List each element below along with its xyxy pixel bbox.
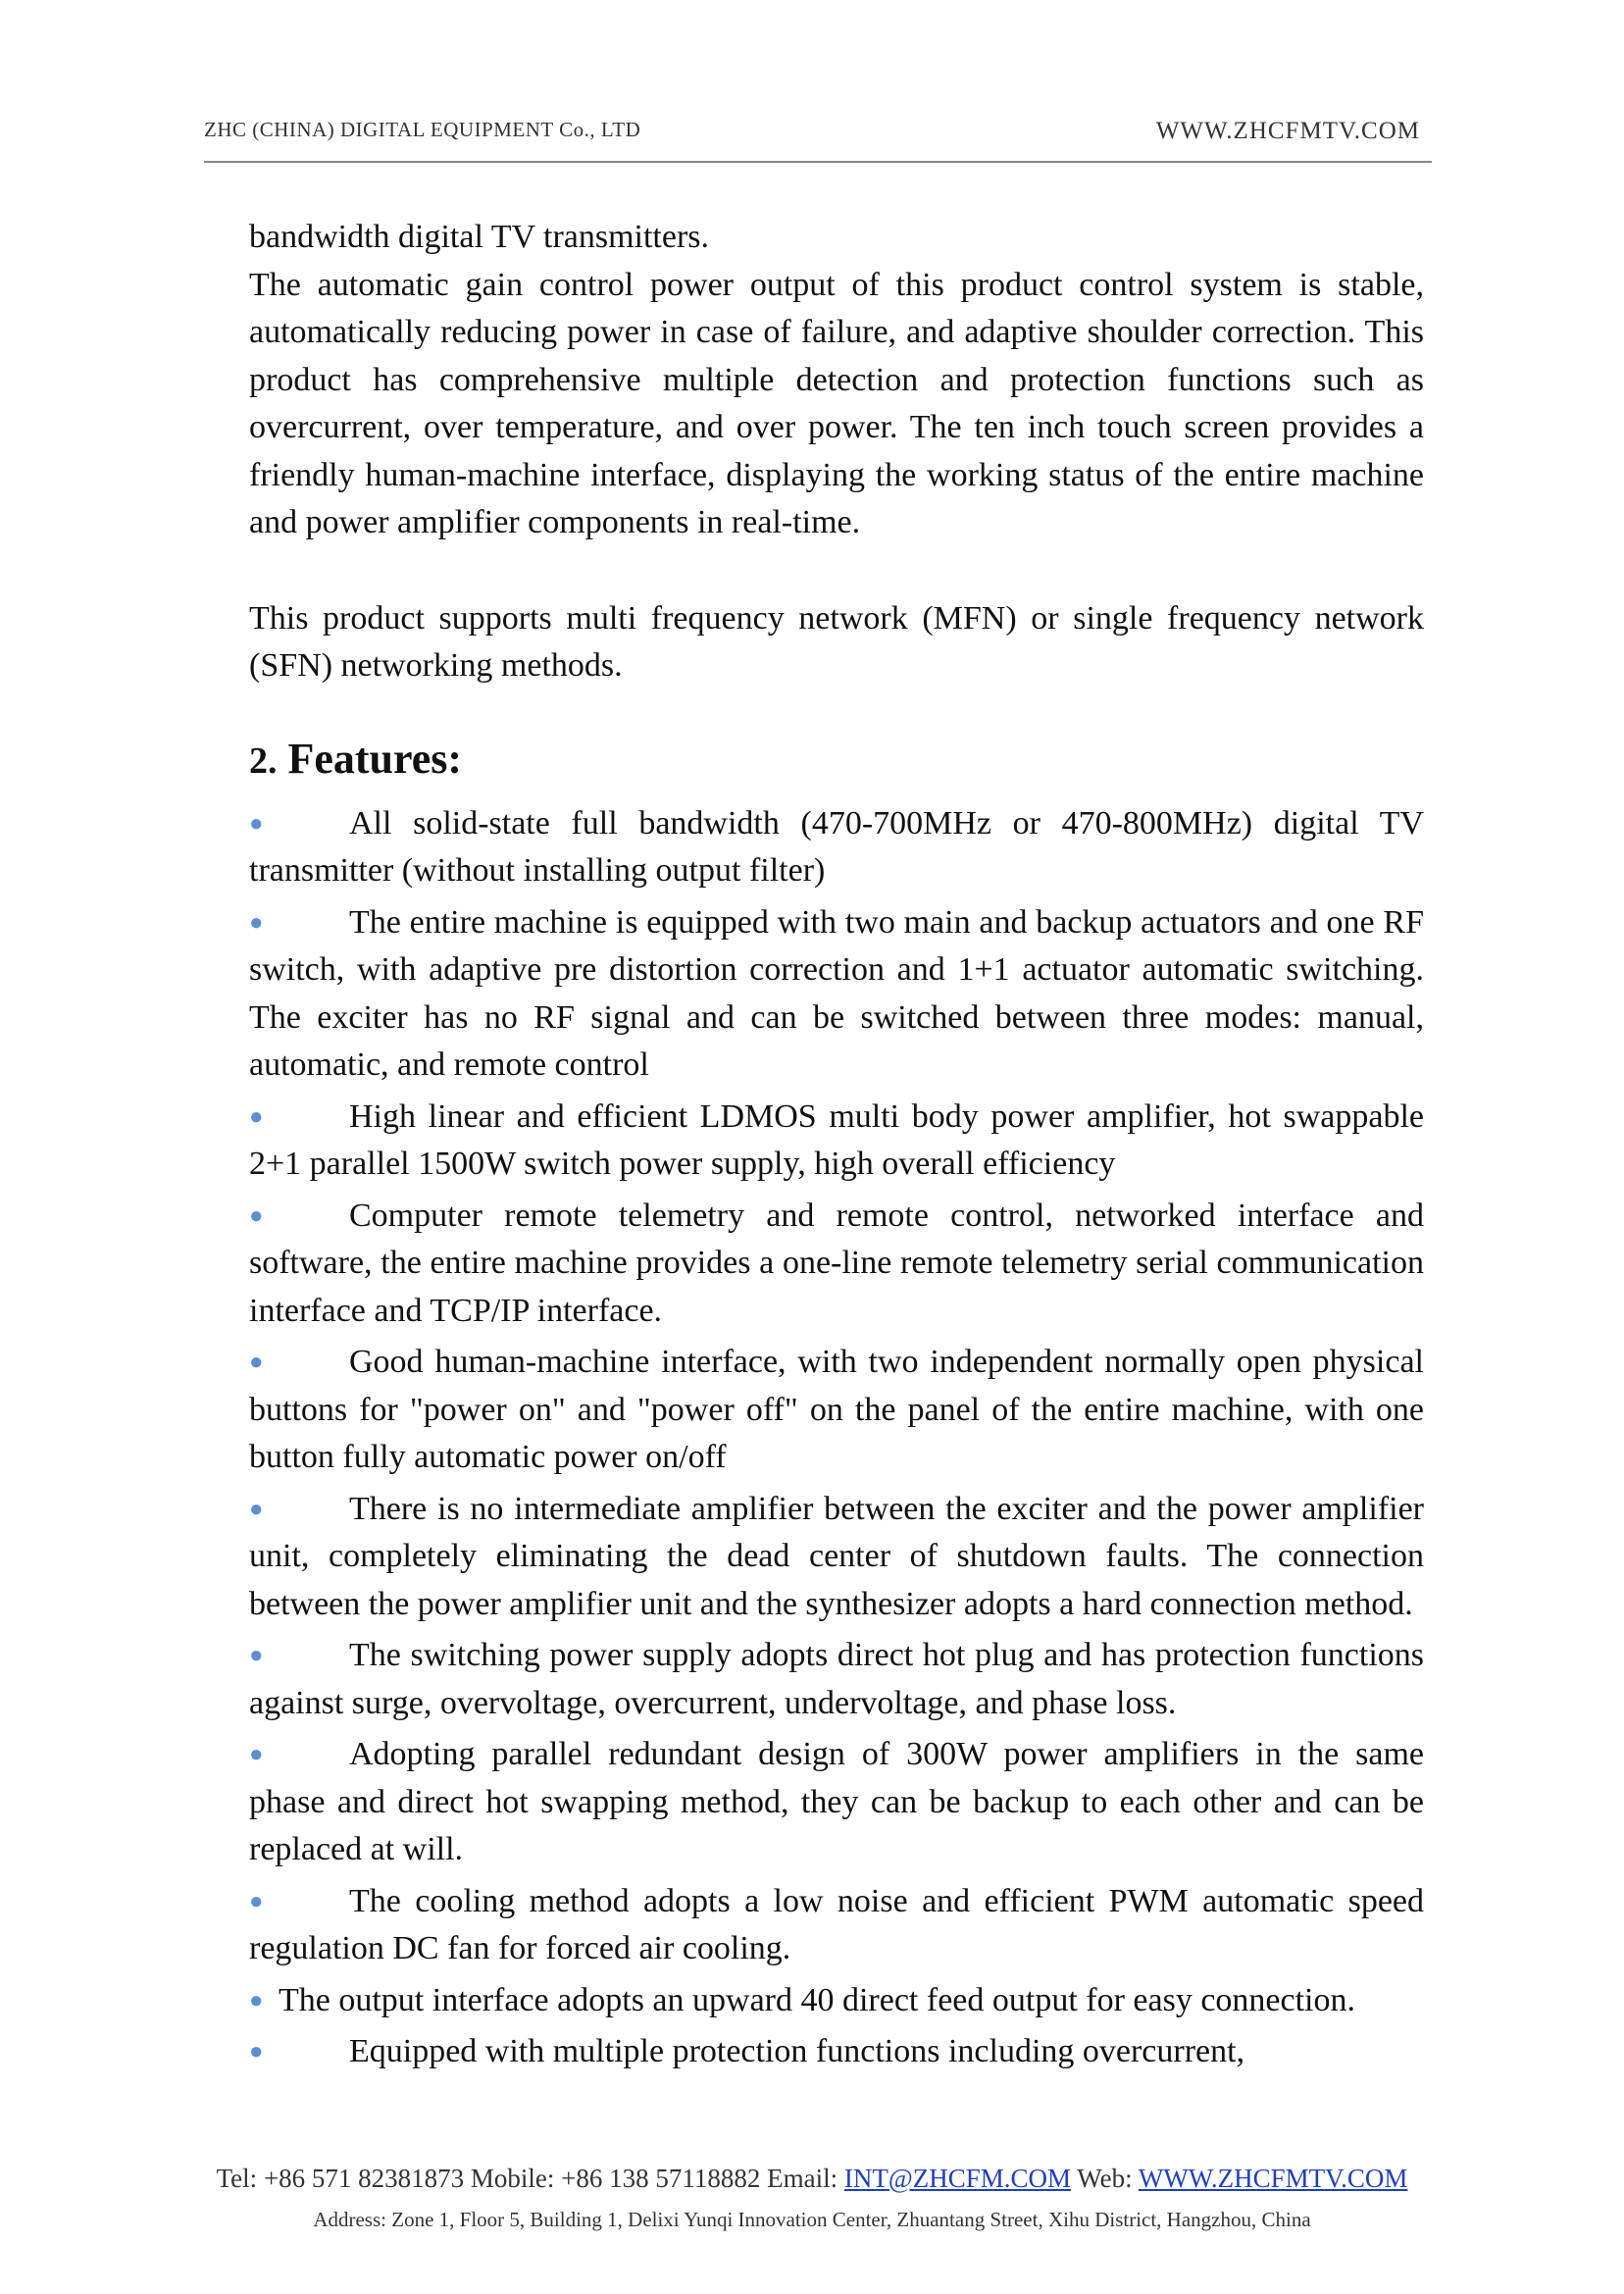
bullet-icon: ● bbox=[249, 1103, 264, 1130]
feature-item bbox=[249, 1193, 1424, 1336]
document-body bbox=[249, 214, 1424, 2080]
bullet-icon: ● bbox=[249, 1742, 264, 1767]
header-website: WWW.ZHCFMTV.COM bbox=[1155, 118, 1420, 144]
feature-text: Equipped with multiple protection functions including overcurrent, bbox=[349, 2033, 1245, 2069]
feature-text: All solid-state full bandwidth (470-700MHz or 470-800MHz) digital TV transmitter (without installing output filter) bbox=[249, 804, 1424, 889]
section-title: Features: bbox=[287, 734, 463, 783]
feature-text: Computer remote telemetry and remote control, networked interface and software, the entire machine provides a one-line remote telemetry serial communication interface and TCP/IP interface. bbox=[249, 1197, 1424, 1329]
header-divider bbox=[204, 161, 1432, 163]
feature-text: There is no intermediate amplifier between the exciter and the power amplifier unit, completely eliminating the dead center of shutdown faults. The connection between the power amplifier unit and the synthesizer adopts a hard connection method. bbox=[249, 1490, 1424, 1622]
feature-text: High linear and efficient LDMOS multi body power amplifier, hot swappable 2+1 parallel 1500W switch power supply, high overall efficiency bbox=[249, 1097, 1424, 1182]
email-label: Email: bbox=[767, 2164, 838, 2193]
feature-text: The cooling method adopts a low noise and efficient PWM automatic speed regulation DC fan for forced air cooling. bbox=[249, 1882, 1424, 1966]
bullet-icon: ● bbox=[249, 1202, 264, 1229]
bullet-icon: ● bbox=[249, 909, 264, 936]
web-label: Web: bbox=[1077, 2164, 1133, 2193]
feature-item bbox=[249, 899, 1424, 1090]
tel-number: +86 571 82381873 bbox=[263, 2164, 465, 2193]
bullet-icon: ● bbox=[249, 2039, 264, 2065]
section-number: 2. bbox=[249, 739, 278, 782]
intro-paragraph-2: The automatic gain control power output of this product control system is stable, automatically reducing power in case of failure, and adaptive shoulder correction. This product has comprehensive multiple detection and protection functions such as overcurrent, over temperature, and over power. The ten inch touch screen provides a friendly human-machine interface, displaying the working status of the entire machine and power amplifier components in real-time. bbox=[249, 266, 1424, 540]
bullet-icon: ● bbox=[249, 1888, 264, 1914]
feature-item bbox=[249, 2028, 1424, 2076]
feature-item bbox=[249, 1339, 1424, 1482]
feature-item bbox=[249, 800, 1424, 895]
email-link[interactable]: INT@ZHCFM.COM bbox=[843, 2164, 1072, 2193]
footer-contact bbox=[0, 2164, 1624, 2194]
footer-address: Address: Zone 1, Floor 5, Building 1, Delixi Yunqi Innovation Center, Zhuantang Street, Xihu District, Hangzhou, China bbox=[313, 2208, 1311, 2231]
paragraph-gap bbox=[249, 547, 1424, 595]
intro-paragraph-1: bandwidth digital TV transmitters. bbox=[249, 219, 710, 255]
bullet-icon: ● bbox=[249, 810, 264, 837]
page-header bbox=[204, 118, 1432, 161]
section-heading bbox=[249, 728, 1424, 792]
feature-text: The entire machine is equipped with two main and backup actuators and one RF switch, with adaptive pre distortion correction and 1+1 actuator automatic switching. The exciter has no RF signal and can be switched between three modes: manual, automatic, and remote control bbox=[249, 903, 1424, 1083]
feature-item bbox=[249, 1486, 1424, 1629]
feature-item bbox=[249, 1977, 1424, 2025]
feature-item bbox=[249, 1731, 1424, 1874]
feature-item bbox=[249, 1878, 1424, 1973]
bullet-icon: ● bbox=[249, 1496, 264, 1522]
bullet-icon: ● bbox=[249, 1350, 264, 1375]
feature-text: Adopting parallel redundant design of 300W power amplifiers in the same phase and direct hot swapping method, they can be backup to each other and can be replaced at will. bbox=[249, 1736, 1424, 1867]
intro-paragraph-3: This product supports multi frequency network (MFN) or single frequency network (SFN) networking methods. bbox=[249, 599, 1424, 684]
bullet-icon: ● bbox=[249, 1987, 264, 2014]
feature-text: The output interface adopts an upward 40 direct feed output for easy connection. bbox=[279, 1981, 1355, 2018]
tel-label: Tel: bbox=[216, 2164, 258, 2193]
feature-item bbox=[249, 1094, 1424, 1189]
mobile-label: Mobile: bbox=[470, 2164, 555, 2193]
website-link[interactable]: WWW.ZHCFMTV.COM bbox=[1138, 2164, 1408, 2193]
company-name: ZHC (CHINA) DIGITAL EQUIPMENT Co., LTD bbox=[204, 118, 641, 141]
feature-text: The switching power supply adopts direct hot plug and has protection functions against surge, overvoltage, overcurrent, undervoltage, and phase loss. bbox=[249, 1637, 1424, 1721]
feature-text: Good human-machine interface, with two independent normally open physical buttons for "power on" and "power off" on the panel of the entire machine, with one button fully automatic power on/off bbox=[249, 1344, 1424, 1475]
bullet-icon: ● bbox=[249, 1643, 264, 1668]
mobile-number: +86 138 57118882 bbox=[561, 2164, 761, 2193]
feature-item bbox=[249, 1632, 1424, 1727]
